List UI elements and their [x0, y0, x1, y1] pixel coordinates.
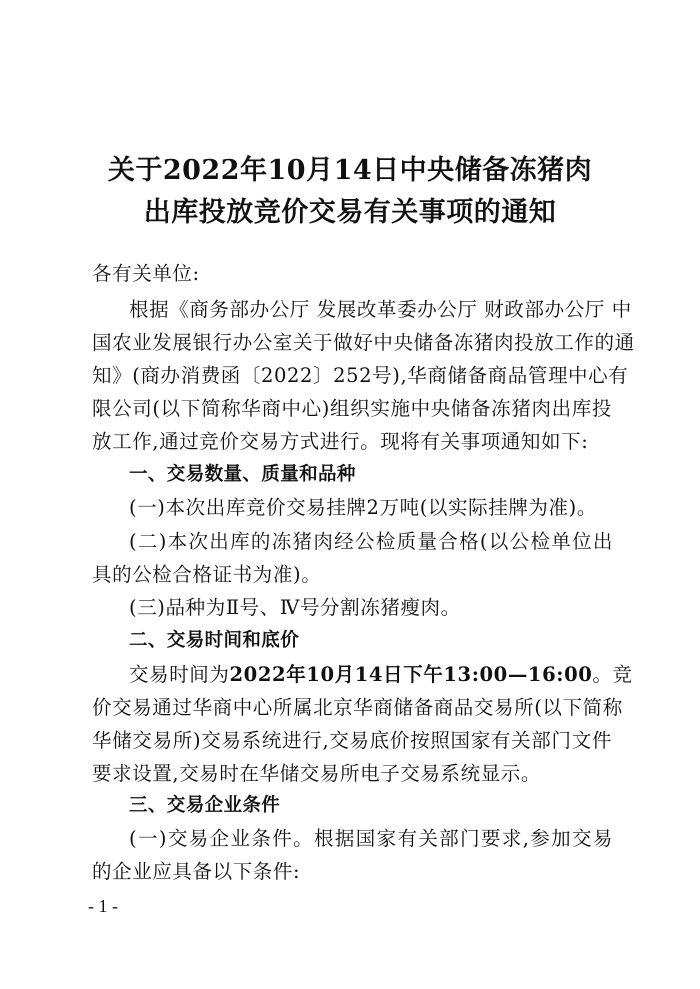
section-2-line-3: 华储交易所)交易系统进行,交易底价按照国家有关部门文件 [92, 729, 612, 752]
section-3-heading: 三、交易企业条件 [129, 795, 281, 816]
section-1-item-3: (三)品种为Ⅱ号、Ⅳ号分割冻猪瘦肉。 [129, 596, 461, 619]
section-1-item-2-line-1: (二)本次出库的冻猪肉经公检质量合格(以公检单位出 [129, 530, 613, 553]
paragraph-1-line-1: 根据《商务部办公厅 发展改革委办公厅 财政部办公厅 中 [129, 298, 632, 321]
section-2-heading: 二、交易时间和底价 [129, 630, 300, 651]
section-2-line-1 [129, 659, 649, 687]
section-1-item-1: (一)本次出库竞价交易挂牌2万吨(以实际挂牌为准)。 [129, 496, 597, 519]
section-2-line-4: 要求设置,交易时在华储交易所电子交易系统显示。 [92, 762, 541, 785]
section-3-line-2: 的企业应具备以下条件: [92, 860, 301, 883]
section-3-line-1: (一)交易企业条件。根据国家有关部门要求,参加交易 [129, 827, 613, 850]
salutation: 各有关单位: [92, 262, 200, 285]
paragraph-1-line-5: 放工作,通过竞价交易方式进行。现将有关事项通知如下: [92, 430, 589, 453]
page-number: - 1 - [88, 896, 118, 916]
section-2-line-2: 价交易通过华商中心所属北京华商储备商品交易所(以下简称 [92, 696, 623, 719]
section-1-item-2-line-2: 具的公检合格证书为准)。 [92, 563, 322, 586]
document-title-line-1: 关于2022年10月14日中央储备冻猪肉 [107, 155, 593, 186]
paragraph-1-line-4: 限公司(以下简称华商中心)组织实施中央储备冻猪肉出库投 [92, 397, 612, 420]
paragraph-1-line-2: 国农业发展银行办公室关于做好中央储备冻猪肉投放工作的通 [92, 331, 635, 354]
document-title-line-2: 出库投放竞价交易有关事项的通知 [143, 197, 557, 228]
section-1-heading: 一、交易数量、质量和品种 [129, 464, 356, 485]
trading-time-value: 2022年10月14日下午13:00—16:00 [229, 663, 593, 686]
trading-time-prefix: 交易时间为 [129, 663, 230, 686]
trading-time-suffix: 。竞 [592, 663, 633, 686]
paragraph-1-line-3: 知》(商办消费函〔2022〕252号),华商储备商品管理中心有 [92, 364, 629, 387]
